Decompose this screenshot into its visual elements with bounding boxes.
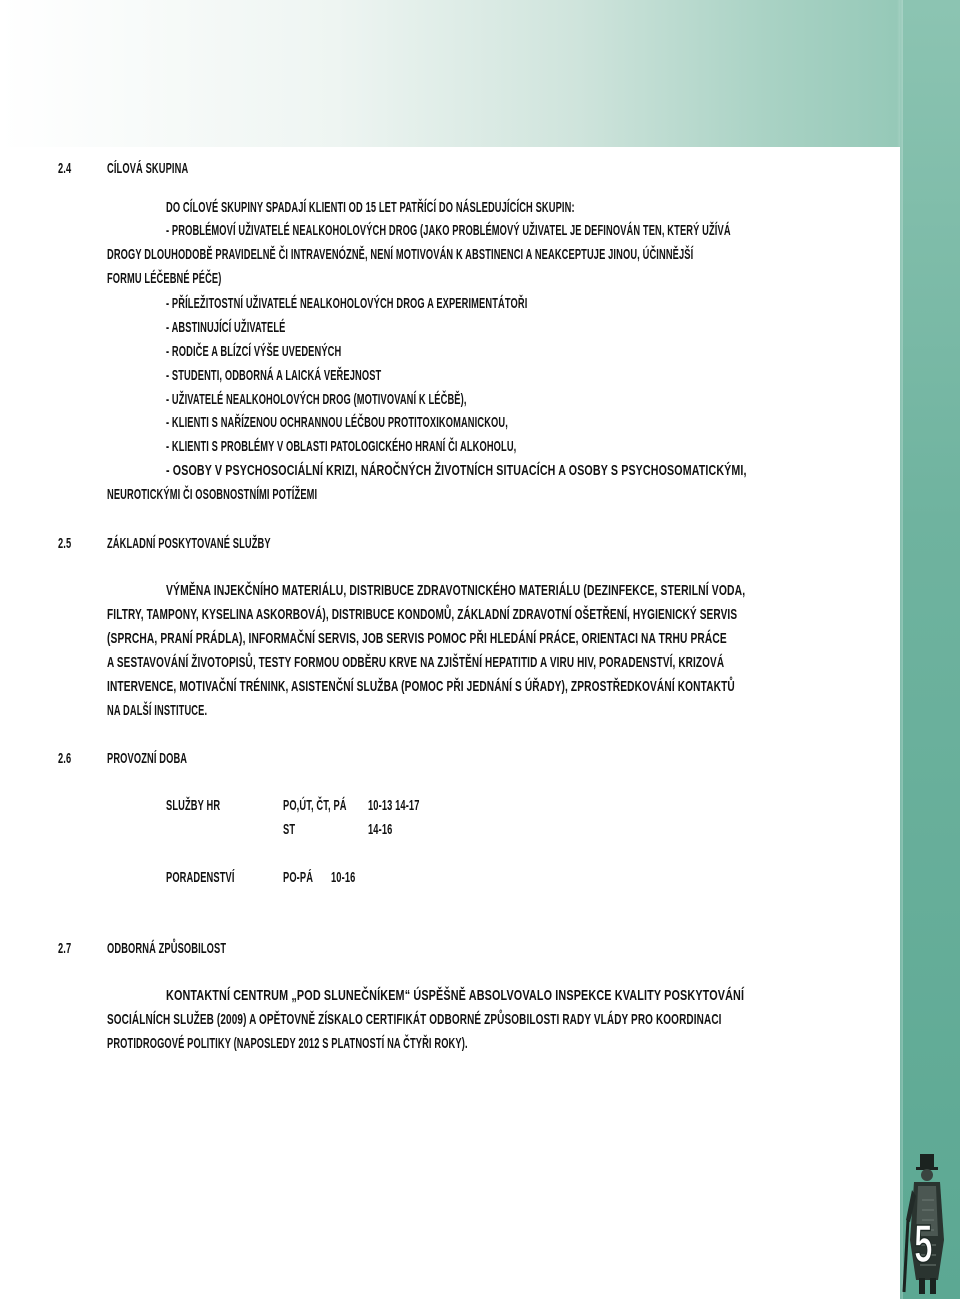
section-number-2-4: 2.4 (58, 160, 72, 177)
services-line: (SPRCHA, PRANÍ PRÁDLA), INFORMAČNÍ SERVIS, JOB SERVIS POMOC PŘI HLEDÁNÍ PRÁCE, ORIENTACI NA TRHU PRÁCE (107, 630, 727, 647)
section-title-basic-services: ZÁKLADNÍ POSKYTOVANÉ SLUŽBY (107, 535, 271, 552)
target-group-item: - UŽIVATELÉ NEALKOHOLOVÝCH DROG (MOTIVOVANÍ K LÉČBĚ), (166, 391, 467, 408)
hours-times: 10-16 (331, 869, 356, 886)
target-group-item: - RODIČE A BLÍZCÍ VÝŠE UVEDENÝCH (166, 343, 342, 360)
services-line: INTERVENCE, MOTIVAČNÍ TRÉNINK, ASISTENČNÍ SLUŽBA (POMOC PŘI JEDNÁNÍ S ÚŘADY), ZPROSTŘEDKOVÁNÍ KONTAKTŮ (107, 678, 735, 695)
target-group-line: - PROBLÉMOVÍ UŽIVATELÉ NEALKOHOLOVÝCH DROG (JAKO PROBLÉMOVÝ UŽIVATEL JE DEFINOVÁN TEN, KTERÝ UŽÍVÁ (166, 222, 731, 239)
target-group-item-continuation: NEUROTICKÝMI ČI OSOBNOSTNÍMI POTÍŽEMI (107, 486, 318, 503)
target-group-item: - PŘÍLEŽITOSTNÍ UŽIVATELÉ NEALKOHOLOVÝCH DROG A EXPERIMENTÁTOŘI (166, 295, 528, 312)
hours-times: 14-16 (368, 821, 393, 838)
competence-line: PROTIDROGOVÉ POLITIKY (NAPOSLEDY 2012 S PLATNOSTÍ NA ČTYŘI ROKY). (107, 1035, 468, 1052)
page-number: 5 (914, 1214, 933, 1274)
services-line: A SESTAVOVÁNÍ ŽIVOTOPISŮ, TESTY FORMOU ODBĚRU KRVE NA ZJIŠTĚNÍ HEPATITID A VIRU HIV, PORADENSTVÍ, KRIZOVÁ (107, 654, 725, 671)
hours-days: PO-PÁ (283, 869, 314, 886)
hours-label-services: SLUŽBY HR (166, 797, 221, 814)
top-color-band (0, 0, 960, 147)
competence-line: SOCIÁLNÍCH SLUŽEB (2009) A OPĚTOVNĚ ZÍSKALO CERTIFIKÁT ODBORNÉ ZPŮSOBILOSTI RADY VLÁDY PRO KOORDINACI (107, 1011, 722, 1028)
target-group-item: - KLIENTI S PROBLÉMY V OBLASTI PATOLOGICKÉHO HRANÍ ČI ALKOHOLU, (166, 438, 517, 455)
services-line: FILTRY, TAMPONY, KYSELINA ASKORBOVÁ), DISTRIBUCE KONDOMŮ, ZÁKLADNÍ ZDRAVOTNÍ OŠETŘENÍ, HYGIENICKÝ SERVIS (107, 606, 738, 623)
hours-days: PO,ÚT, ČT, PÁ (283, 797, 347, 814)
hours-days: ST (283, 821, 296, 838)
services-line: VÝMĚNA INJEKČNÍHO MATERIÁLU, DISTRIBUCE ZDRAVOTNICKÉHO MATERIÁLU (DEZINFEKCE, STERILNÍ VODA, (166, 582, 746, 599)
target-group-item: - KLIENTI S NAŘÍZENOU OCHRANNOU LÉČBOU PROTITOXIKOMANICKOU, (166, 414, 508, 431)
target-group-item: - STUDENTI, ODBORNÁ A LAICKÁ VEŘEJNOST (166, 367, 382, 384)
target-group-line: FORMU LÉČEBNÉ PÉČE) (107, 270, 222, 287)
competence-line: KONTAKTNÍ CENTRUM „POD SLUNEČNÍKEM“ ÚSPĚŠNĚ ABSOLVOVALO INSPEKCE KVALITY POSKYTOVÁNÍ (166, 987, 745, 1004)
target-group-item: - ABSTINUJÍCÍ UŽIVATELÉ (166, 319, 286, 336)
section-number-2-6: 2.6 (58, 750, 72, 767)
target-group-line: DROGY DLOUHODOBĚ PRAVIDELNĚ ČI INTRAVENÓZNĚ, NENÍ MOTIVOVÁN K ABSTINENCI A NEAKCEPTUJE JINOU, ÚČINNĚJŠÍ (107, 246, 694, 263)
section-number-2-7: 2.7 (58, 940, 72, 957)
section-title-opening-hours: PROVOZNÍ DOBA (107, 750, 188, 767)
section-title-professional-competence: ODBORNÁ ZPŮSOBILOST (107, 940, 227, 957)
hours-label-counselling: PORADENSTVÍ (166, 869, 235, 886)
services-line: NA DALŠÍ INSTITUCE. (107, 702, 208, 719)
right-color-band (900, 0, 960, 1299)
target-group-item: - OSOBY V PSYCHOSOCIÁLNÍ KRIZI, NÁROČNÝCH ŽIVOTNÍCH SITUACÍCH A OSOBY S PSYCHOSOMATICKÝMI, (166, 462, 747, 479)
section-title-target-group: CÍLOVÁ SKUPINA (107, 160, 189, 177)
section-number-2-5: 2.5 (58, 535, 72, 552)
hours-times: 10-13 14-17 (368, 797, 420, 814)
target-group-intro: DO CÍLOVÉ SKUPINY SPADAJÍ KLIENTI OD 15 LET PATŘÍCÍ DO NÁSLEDUJÍCÍCH SKUPIN: (166, 199, 575, 216)
